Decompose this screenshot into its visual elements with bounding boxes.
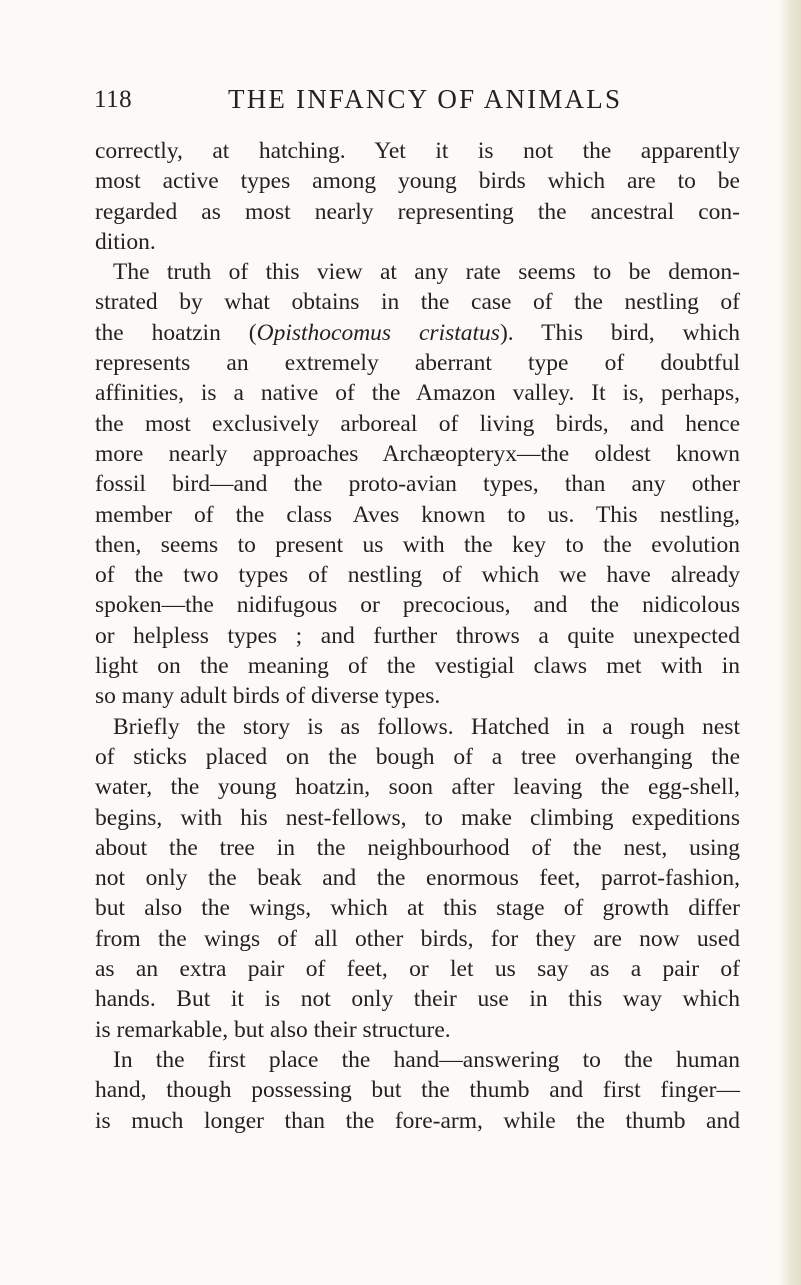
text-line: In the first place the hand—answering to the human bbox=[113, 1046, 740, 1073]
text-line: most active types among young birds which are to be bbox=[95, 168, 740, 195]
text-line: correctly, at hatching. Yet it is not the apparently bbox=[95, 138, 740, 164]
text-line: strated by what obtains in the case of the nestling of bbox=[95, 289, 740, 316]
text-line: member of the class Aves known to us. This nestling, bbox=[95, 501, 740, 528]
text-line: then, seems to present us with the key to the evolution bbox=[95, 531, 740, 558]
page-number: 118 bbox=[94, 86, 133, 113]
text-line: begins, with his nest-fellows, to make climbing expeditions bbox=[95, 804, 740, 831]
text-line: water, the young hoatzin, soon after leaving the egg-shell, bbox=[95, 774, 740, 801]
page-header bbox=[94, 84, 724, 124]
text-line: spoken—the nidifugous or precocious, and the nidicolous bbox=[95, 592, 740, 619]
text-line: about the tree in the neighbourhood of the nest, using bbox=[95, 834, 740, 861]
text-line: the most exclusively arboreal of living birds, and hence bbox=[95, 410, 740, 437]
text-line: more nearly approaches Archæopteryx—the oldest known bbox=[95, 440, 740, 467]
page-edge-shadow bbox=[779, 0, 801, 1285]
text-line: is much longer than the fore-arm, while the thumb and bbox=[95, 1107, 740, 1134]
text-line: regarded as most nearly representing the ancestral con- bbox=[95, 198, 740, 225]
text-line: so many adult birds of diverse types. bbox=[95, 683, 441, 710]
text-line: fossil bird—and the proto-avian types, than any other bbox=[95, 471, 740, 498]
text-line: Briefly the story is as follows. Hatched in a rough nest bbox=[113, 713, 740, 740]
text-line: affinities, is a native of the Amazon valley. It is, perhaps, bbox=[95, 380, 740, 407]
text-line: light on the meaning of the vestigial claws met with in bbox=[95, 653, 740, 680]
text-line: is remarkable, but also their structure. bbox=[95, 1016, 451, 1043]
text-line: hands. But it is not only their use in this way which bbox=[95, 986, 740, 1013]
text-line: hand, though possessing but the thumb and first finger— bbox=[95, 1077, 740, 1104]
species-name: Opisthocomus cristatus bbox=[256, 319, 500, 346]
text-line: dition. bbox=[95, 228, 156, 255]
text-line: the hoatzin (Opisthocomus cristatus). This bird, which bbox=[95, 319, 740, 346]
text-line: of the two types of nestling of which we have already bbox=[95, 562, 740, 589]
text-line: or helpless types ; and further throws a quite unexpected bbox=[95, 622, 740, 649]
text-line: represents an extremely aberrant type of doubtful bbox=[95, 350, 740, 377]
text-line: not only the beak and the enormous feet, parrot-fashion, bbox=[95, 865, 740, 892]
text-line: of sticks placed on the bough of a tree overhanging the bbox=[95, 743, 740, 770]
running-head: THE INFANCY OF ANIMALS bbox=[228, 84, 623, 114]
text-line: as an extra pair of feet, or let us say as a pair of bbox=[95, 956, 740, 983]
body-text bbox=[95, 136, 740, 1136]
text-line: but also the wings, which at this stage of growth differ bbox=[95, 895, 740, 922]
text-line: from the wings of all other birds, for they are now used bbox=[95, 925, 740, 952]
text-line: The truth of this view at any rate seems to be demon- bbox=[113, 259, 740, 286]
